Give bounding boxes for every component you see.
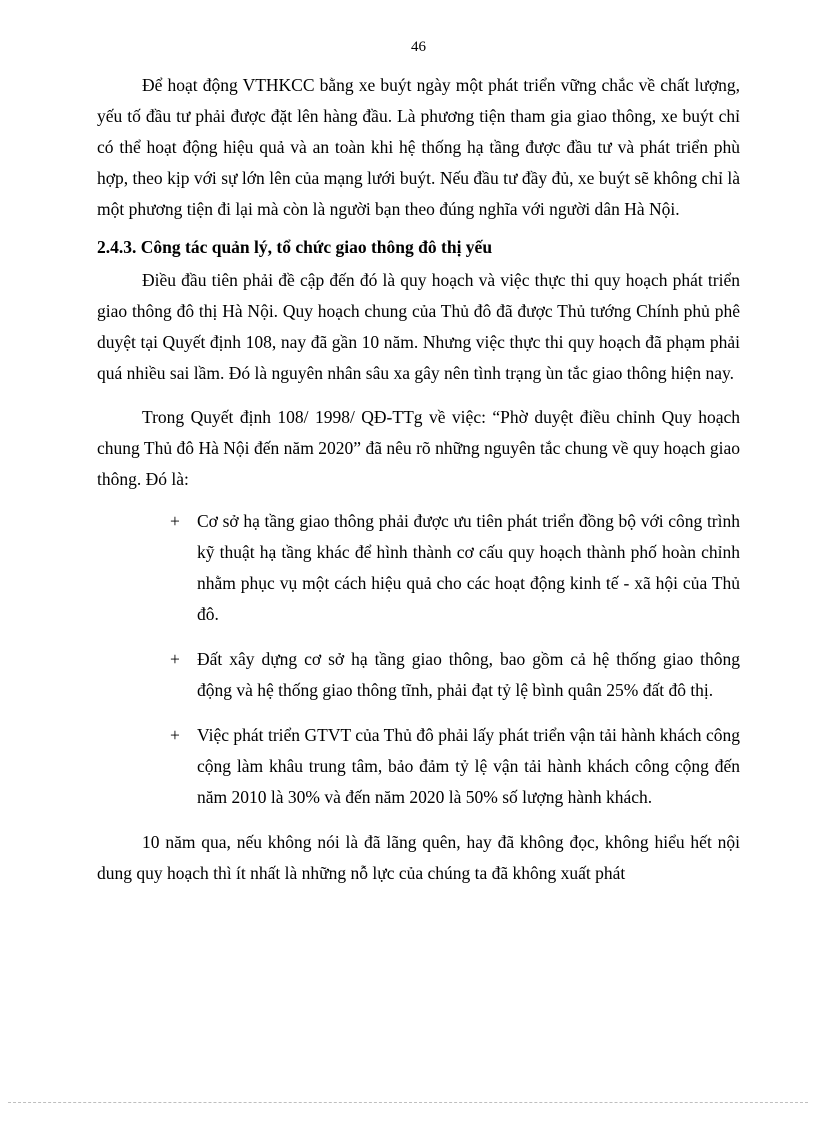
bullet-text: Cơ sở hạ tầng giao thông phải được ưu tiên phát triển đồng bộ với công trình kỹ thuật hạ tầng khác để hình thành cơ cấu quy hoạch thành phố hoàn chỉnh nhằm phục vụ một cách hiệu quả cho các hoạt động kinh tế - xã hội của Thủ đô. (197, 511, 740, 624)
list-item (97, 720, 740, 813)
footer-dashed-line (8, 1102, 808, 1103)
bullet-marker: + (170, 511, 180, 531)
bullet-text: Việc phát triển GTVT của Thủ đô phải lấy phát triển vận tải hành khách công cộng làm khâu trung tâm, bảo đảm tỷ lệ vận tải hành khách công cộng đến năm 2010 là 30% và đến năm 2020 là 50% số lượng hành khách. (197, 725, 740, 807)
bullet-marker: + (170, 725, 180, 745)
list-item (97, 506, 740, 630)
paragraph-decision-108: Trong Quyết định 108/ 1998/ QĐ-TTg về việc: “Phờ duyệt điều chỉnh Quy hoạch chung Thủ đô Hà Nội đến năm 2020” đã nêu rõ những nguyên tắc chung về quy hoạch giao thông. Đó là: (97, 407, 740, 489)
page-number: 46 (411, 39, 426, 55)
paragraph-closing: 10 năm qua, nếu không nói là đã lãng quên, hay đã không đọc, không hiểu hết nội dung quy hoạch thì ít nhất là những nỗ lực của chúng ta đã không xuất phát (97, 832, 740, 883)
bullet-marker: + (170, 649, 180, 669)
list-item (97, 644, 740, 706)
paragraph-planning: Điều đầu tiên phải đề cập đến đó là quy hoạch và việc thực thi quy hoạch phát triển giao thông đô thị Hà Nội. Quy hoạch chung của Thủ đô đã được Thủ tướng Chính phủ phê duyệt tại Quyết định 108, nay đã gần 10 năm. Nhưng việc thực thi quy hoạch đã phạm phải quá nhiều sai lầm. Đó là nguyên nhân sâu xa gây nên tình trạng ùn tắc giao thông hiện nay. (97, 270, 740, 383)
paragraph-intro: Để hoạt động VTHKCC bằng xe buýt ngày một phát triển vững chắc về chất lượng, yếu tố đầu tư phải được đặt lên hàng đầu. Là phương tiện tham gia giao thông, xe buýt chỉ có thể hoạt động hiệu quả và an toàn khi hệ thống hạ tầng được đầu tư và phát triển phù hợp, theo kịp với sự lớn lên của mạng lưới buýt. Nếu đầu tư đầy đủ, xe buýt sẽ không chỉ là một phương tiện đi lại mà còn là người bạn theo đúng nghĩa với người dân Hà Nội. (97, 75, 740, 219)
section-heading: 2.4.3. Công tác quản lý, tổ chức giao thông đô thị yếu (97, 237, 493, 257)
bullet-list (97, 506, 740, 813)
bullet-text: Đất xây dựng cơ sở hạ tầng giao thông, bao gồm cả hệ thống giao thông động và hệ thống giao thông tĩnh, phải đạt tỷ lệ bình quân 25% đất đô thị. (197, 649, 740, 700)
